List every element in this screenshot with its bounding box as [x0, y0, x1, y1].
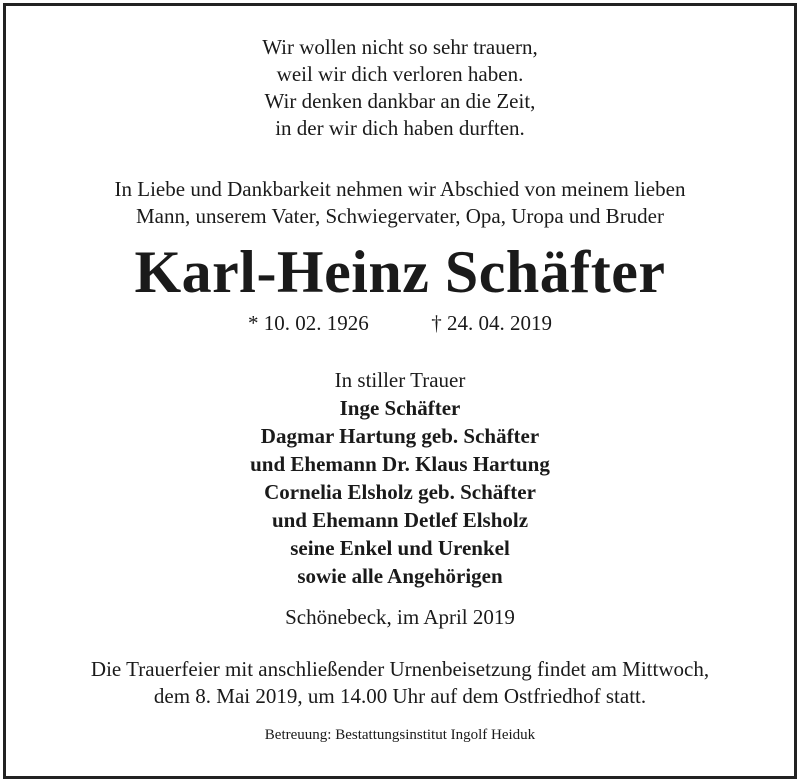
verse-line: in der wir dich haben durften. [275, 116, 525, 140]
verse-line: Wir wollen nicht so sehr trauern, [262, 35, 538, 59]
mourner-name: Dagmar Hartung geb. Schäfter [260, 424, 540, 448]
life-dates [6, 310, 794, 337]
verse-line: Wir denken dankbar an die Zeit, [264, 89, 536, 113]
verse-line: weil wir dich verloren haben. [276, 62, 524, 86]
mourner-name: sowie alle Angehörigen [297, 564, 503, 588]
mourner-name: Cornelia Elsholz geb. Schäfter [264, 480, 536, 504]
mourner-name: Inge Schäfter [339, 396, 461, 420]
intro-line: In Liebe und Dankbarkeit nehmen wir Abschied von meinem lieben [114, 177, 686, 201]
obituary-notice [3, 3, 797, 779]
intro-line: Mann, unserem Vater, Schwiegervater, Opa, Uropa und Bruder [135, 204, 664, 228]
service-line: Die Trauerfeier mit anschließender Urnenbeisetzung findet am Mittwoch, [90, 657, 710, 681]
place-and-date: Schönebeck, im April 2019 [285, 605, 515, 629]
deceased-name: Karl-Heinz Schäfter [134, 239, 666, 305]
birth-date: * 10. 02. 1926 [248, 311, 369, 335]
mourner-name: seine Enkel und Urenkel [290, 536, 510, 560]
funeral-home-credit: Betreuung: Bestattungsinstitut Ingolf Heiduk [264, 727, 536, 743]
mourner-name: und Ehemann Dr. Klaus Hartung [250, 452, 550, 476]
mourner-name: und Ehemann Detlef Elsholz [271, 508, 529, 532]
service-line: dem 8. Mai 2019, um 14.00 Uhr auf dem Ostfriedhof statt. [153, 684, 647, 708]
mourners-heading: In stiller Trauer [334, 368, 466, 392]
death-date: † 24. 04. 2019 [431, 311, 552, 335]
